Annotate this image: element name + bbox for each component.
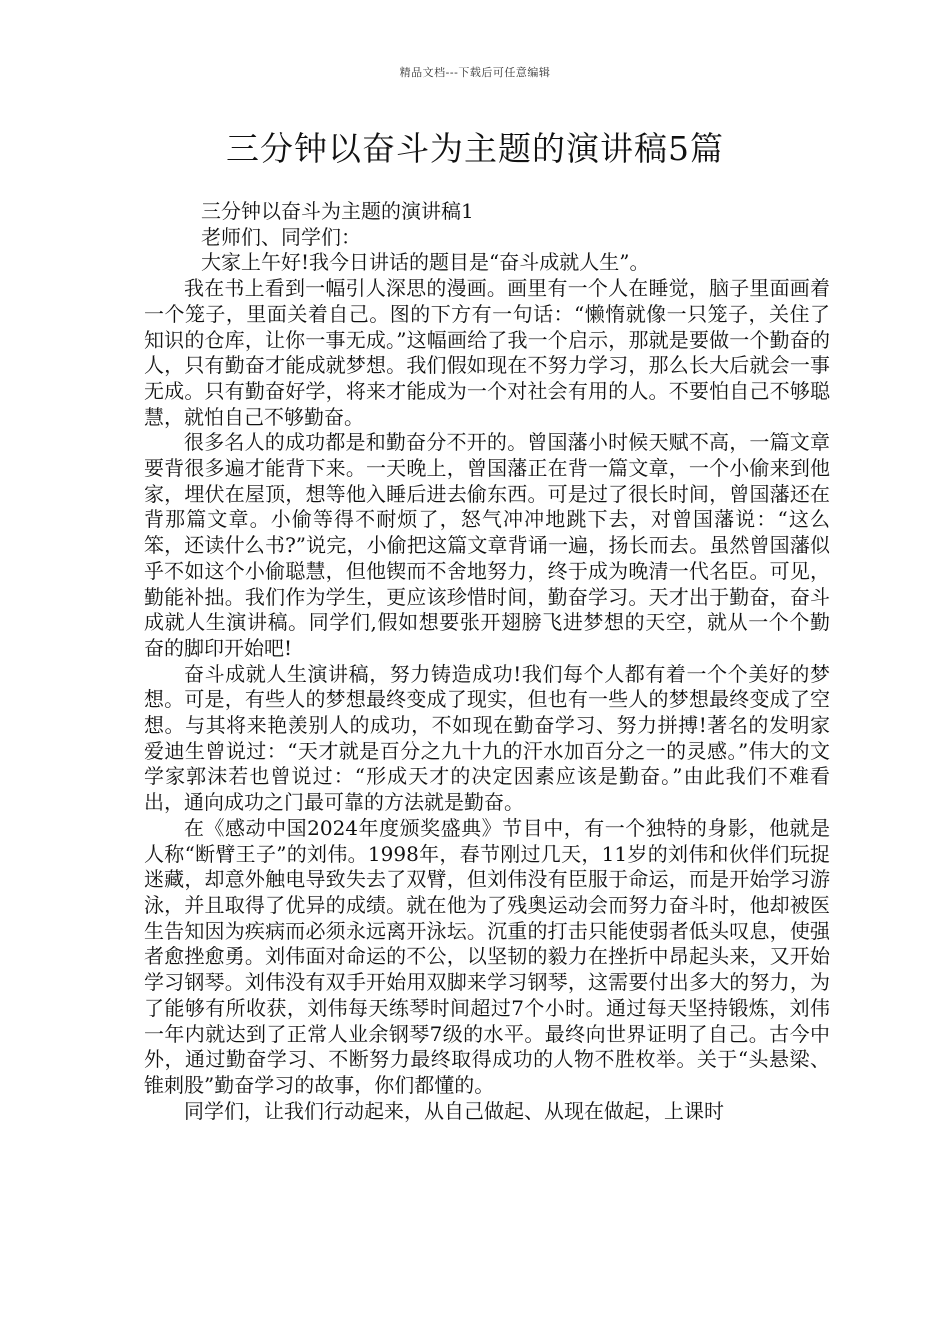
- paragraph-4: 在《感动中国2024年度颁奖盛典》节目中，有一个独特的身影，他就是人称“断臂王子”的刘伟。1998年，春节刚过几天，11岁的刘伟和伙伴们玩捉迷藏，却意外触电导致失去了双臂，但刘伟没有臣服于命运，而是开始学习游泳，并且取得了优异的成绩。就在他为了残奥运动会而努力奋斗时，他却被医生告知因为疾病而必须永远离开泳坛。沉重的打击只能使弱者低头叹息，使强者愈挫愈勇。刘伟面对命运的不公，以坚韧的毅力在挫折中昂起头来，又开始学习钢琴。刘伟没有双手开始用双脚来学习钢琴，这需要付出多大的努力，为了能够有所收获，刘伟每天练琴时间超过7个小时。通过每天坚持锻炼，刘伟一年内就达到了正常人业余钢琴7级的水平。最终向世界证明了自己。古今中外，通过勤奋学习、不断努力最终取得成功的人物不胜枚举。关于“头悬梁、锥刺股”勤奋学习的故事，你们都懂的。: [144, 815, 830, 1097]
- paragraph-1: 我在书上看到一幅引人深思的漫画。画里有一个人在睡觉，脑子里面画着一个笼子，里面关着自己。图的下方有一句话：“懒惰就像一只笼子，关住了知识的仓库，让你一事无成。”这幅画给了我一个启示，那就是要做一个勤奋的人，只有勤奋才能成就梦想。我们假如现在不努力学习，那么长大后就会一事无成。只有勤奋好学，将来才能成为一个对社会有用的人。不要怕自己不够聪慧，就怕自己不够勤奋。: [144, 276, 830, 429]
- paragraph-3: 奋斗成就人生演讲稿，努力铸造成功!我们每个人都有着一个个美好的梦想。可是，有些人的梦想最终变成了现实，但也有一些人的梦想最终变成了空想。与其将来艳羡别人的成功，不如现在勤奋学习、努力拼搏!著名的发明家爱迪生曾说过：“天才就是百分之九十九的汗水加百分之一的灵感。”伟大的文学家郭沫若也曾说过：“形成天才的决定因素应该是勤奋。”由此我们不难看出，通向成功之门最可靠的方法就是勤奋。: [144, 661, 830, 815]
- header-note: 精品文档---下载后可任意编辑: [399, 66, 551, 79]
- document-body: [144, 199, 830, 1124]
- paragraph-5: 同学们，让我们行动起来，从自己做起、从现在做起，上课时: [184, 1098, 724, 1123]
- speech-subtitle: 三分钟以奋斗为主题的演讲稿1: [201, 199, 474, 223]
- paragraph-2: 很多名人的成功都是和勤奋分不开的。曾国藩小时候天赋不高，一篇文章要背很多遍才能背下来。一天晚上，曾国藩正在背一篇文章，一个小偷来到他家，埋伏在屋顶，想等他入睡后进去偷东西。可是过了很长时间，曾国藩还在背那篇文章。小偷等得不耐烦了，怒气冲冲地跳下去，对曾国藩说：“这么笨，还读什么书?”说完，小偷把这篇文章背诵一遍，扬长而去。虽然曾国藩似乎不如这个小偷聪慧，但他锲而不舍地努力，终于成为晚清一代名臣。可见，勤能补拙。我们作为学生，更应该珍惜时间，勤奋学习。天才出于勤奋，奋斗成就人生演讲稿。同学们,假如想要张开翅膀飞进梦想的天空，就从一个个勤奋的脚印开始吧!: [144, 430, 830, 660]
- salutation: 老师们、同学们：: [201, 224, 361, 249]
- greeting: 大家上午好!我今日讲话的题目是“奋斗成就人生”。: [201, 250, 650, 275]
- document-title: 三分钟以奋斗为主题的演讲稿5篇: [226, 129, 724, 168]
